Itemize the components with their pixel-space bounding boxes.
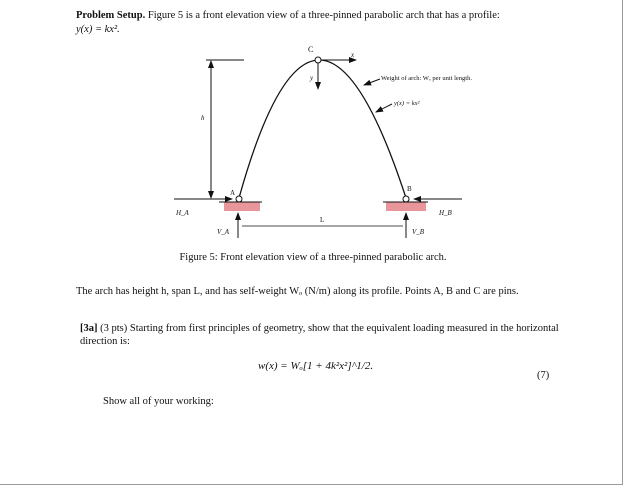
question-text: (3 pts) Starting from first principles of geometry, show that the equivalent loading measured in the horizontal direction is: [80,323,559,347]
support-a [224,202,260,211]
curve-leader [376,104,392,112]
arch-description: The arch has height h, span L, and has self-weight Wₒ (N/m) along its profile. Points A, B and C are pins. [76,286,519,297]
pin-b [403,196,409,202]
height-arrow-top [208,60,214,68]
label-b: B [407,185,412,193]
label-vb: V_B [412,228,425,236]
height-arrow-bottom [208,191,214,199]
working-instruction: Show all of your working: [103,396,214,407]
label-x: x [351,51,355,59]
setup-profile: y(x) = kx². [76,24,120,35]
label-c: C [308,45,314,54]
label-ha: H_A [176,209,189,217]
label-l: L [320,216,325,224]
label-a: A [230,189,236,197]
weight-leader [364,79,380,85]
support-b [386,202,426,211]
pin-c [315,57,321,63]
figure-caption: Figure 5: Front elevation view of a three-pinned parabolic arch. [179,252,447,263]
label-hb: H_B [439,209,452,217]
setup-text: Figure 5 is a front elevation view of a three-pinned parabolic arch that has a profile: [147,10,500,21]
label-curve: y(x) = kx² [394,100,420,107]
label-h: h [201,114,205,122]
label-weight: Weight of arch: Wₒ per unit length. [381,75,472,82]
label-y: y [310,74,314,82]
pin-a [236,196,242,202]
question-label: [3a] [80,323,98,334]
setup-label: Problem Setup. [76,10,146,21]
question-marks: (7) [537,370,550,381]
equation: w(x) = Wₒ[1 + 4k²x²]^1/2. [258,360,374,372]
question-3a [80,322,570,348]
label-va: V_A [217,228,230,236]
